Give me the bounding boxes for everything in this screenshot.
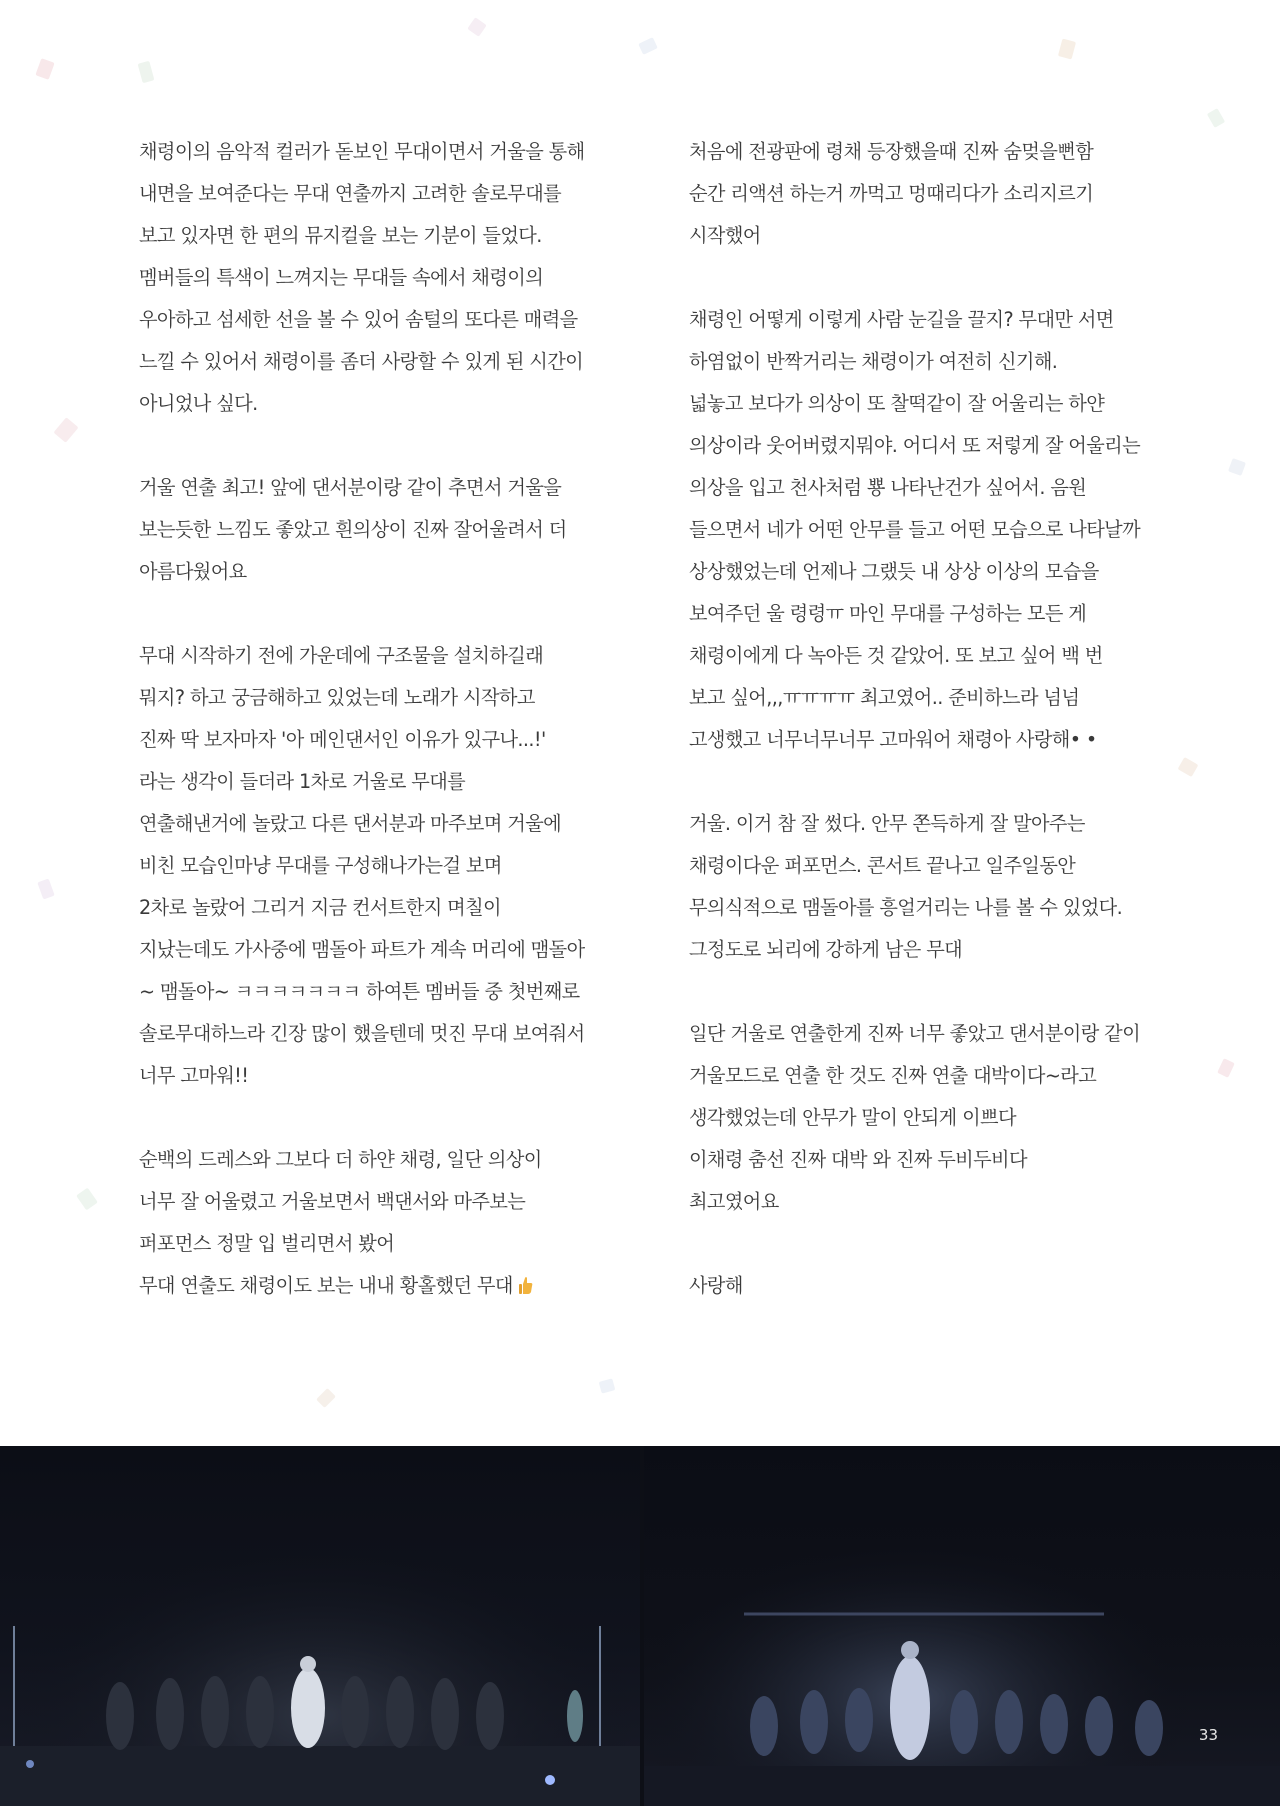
paragraph: 거울 연출 최고! 앞에 댄서분이랑 같이 추면서 거울을 보는듯한 느낌도 좋았고 흰의상이 진짜 잘어울려서 더 아름다웠어요 bbox=[139, 476, 567, 583]
paragraph-text: 순백의 드레스와 그보다 더 하얀 채령, 일단 의상이 너무 잘 어울렸고 거울보면서 백댄서와 마주보는 퍼포먼스 정말 입 벌리면서 봤어 무대 연출도 채령이도 보는 내내 황홀했던 무대 bbox=[139, 1148, 542, 1297]
confetti-shape bbox=[1217, 1058, 1235, 1078]
confetti-shape bbox=[1207, 108, 1225, 128]
stage-photo-left bbox=[0, 1446, 640, 1806]
stage-scene-illustration bbox=[0, 1446, 640, 1806]
paragraph bbox=[139, 1139, 591, 1307]
paragraph: 거울. 이거 참 잘 썼다. 안무 쫀득하게 잘 말아주는 채령이다운 퍼포먼스. 콘서트 끝나고 일주일동안 무의식적으로 맴돌아를 흥얼거리는 나를 볼 수 있었다. 그정도로 뇌리에 강하게 남은 무대 bbox=[689, 812, 1123, 961]
confetti-shape bbox=[138, 61, 155, 83]
paragraph: 채령이의 음악적 컬러가 돋보인 무대이면서 거울을 통해 내면을 보여준다는 무대 연출까지 고려한 솔로무대를 보고 있자면 한 편의 뮤지컬을 보는 기분이 들었다. 멤버들의 특색이 느껴지는 무대들 속에서 채령이의 우아하고 섬세한 선을 볼 수 있어 솜털의 또다른 매력을 느낄 수 있어서 채령이를 좀더 사랑할 수 있게 된 시간이 아니었나 싶다. bbox=[139, 140, 585, 415]
paragraph: 채령인 어떻게 이렇게 사람 눈길을 끌지? 무대만 서면 하염없이 반짝거리는 채령이가 여전히 신기해. 넓놓고 보다가 의상이 또 찰떡같이 잘 어울리는 하얀 의상이라 웃어버렸지뭐야. 어디서 또 저렇게 잘 어울리는 의상을 입고 천사처럼 뿅 나타난건가 싶어서. 음원 들으면서 네가 어떤 안무를 들고 어떤 모습으로 나타날까 상상했었는데 언제나 그랬듯 내 상상 이상의 모습을 보여주던 울 령령ㅠ 마인 무대를 구성하는 모든 게 채령이에게 다 녹아든 것 같았어. 또 보고 싶어 백 번 보고 싶어,,,ㅠㅠㅠㅠ 최고였어.. 준비하느라 넘넘 고생했고 너무너무너무 고마워어 채령아 사랑해• • bbox=[689, 308, 1141, 751]
confetti-shape bbox=[76, 1188, 98, 1211]
confetti-shape bbox=[35, 58, 54, 80]
paragraph: 일단 거울로 연출한게 진짜 너무 좋았고 댄서분이랑 같이 거울모드로 연출 한 것도 진짜 연출 대박이다~라고 생각했었는데 안무가 말이 안되게 이쁘다 이채령 춤선 진짜 대박 와 진짜 두비두비다 최고였어요 bbox=[689, 1022, 1141, 1213]
stage-scene-illustration bbox=[644, 1446, 1280, 1806]
paragraph: 무대 시작하기 전에 가운데에 구조물을 설치하길래 뭐지? 하고 궁금해하고 있었는데 노래가 시작하고 진짜 딱 보자마자 '아 메인댄서인 이유가 있구나...!' 라는 생각이 들더라 1차로 거울로 무대를 연출해낸거에 놀랐고 다른 댄서분과 마주보며 거울에 비친 모습인마냥 무대를 구성해나가는걸 보며 2차로 놀랐어 그리거 지금 컨서트한지 며칠이 지났는데도 가사중에 맴돌아 파트가 계속 머리에 맴돌아~ 맴돌아~ ㅋㅋㅋㅋㅋㅋㅋ 하여튼 멤버들 중 첫번째로 솔로무대하느라 긴장 많이 했을텐데 멋진 무대 보여줘서 너무 고마워!! bbox=[139, 644, 585, 1087]
page-number: 33 bbox=[1198, 1726, 1218, 1744]
confetti-shape bbox=[316, 1388, 336, 1408]
left-text-column bbox=[139, 131, 591, 1349]
right-text-column bbox=[689, 131, 1141, 1349]
paragraph: 사랑해 bbox=[689, 1274, 743, 1297]
confetti-shape bbox=[467, 17, 486, 36]
confetti-shape bbox=[599, 1378, 616, 1393]
confetti-shape bbox=[638, 37, 658, 55]
thumbs-up-icon bbox=[519, 1276, 533, 1294]
stage-photo-right bbox=[644, 1446, 1280, 1806]
confetti-shape bbox=[1228, 458, 1246, 476]
confetti-shape bbox=[53, 417, 78, 443]
paragraph: 처음에 전광판에 령채 등장했을때 진짜 숨멎을뻔함 순간 리액션 하는거 까먹고 멍때리다가 소리지르기 시작했어 bbox=[689, 140, 1094, 247]
confetti-shape bbox=[1178, 757, 1199, 777]
confetti-shape bbox=[37, 878, 54, 899]
confetti-shape bbox=[1058, 38, 1076, 59]
photo-strip bbox=[0, 1446, 1280, 1806]
